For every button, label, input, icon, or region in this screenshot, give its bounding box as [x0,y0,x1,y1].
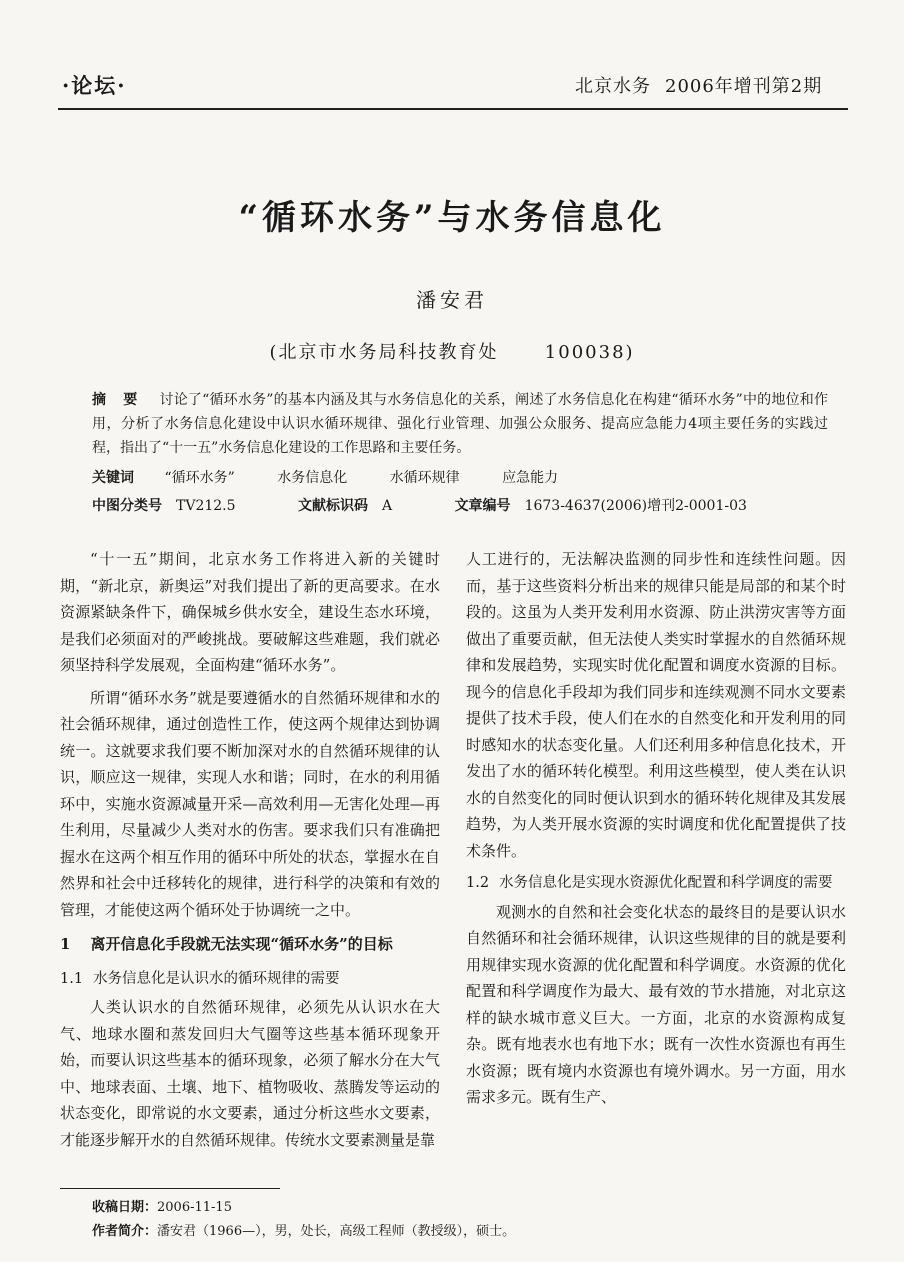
section-number: 1 [60,935,71,953]
section-number: 1.2 [466,875,490,891]
abstract [92,388,828,460]
section-heading-1-2 [466,870,846,897]
section-label: ·论坛· [62,73,127,98]
author-info-label: 作者简介： [92,1224,158,1239]
journal-issue: 2006年增刊第2期 [665,76,823,97]
footnote-received [92,1196,232,1215]
journal-header [575,72,822,98]
keywords-label: 关键词 [92,470,134,486]
keyword-item: 水务信息化 [277,470,348,486]
clc-value: TV212.5 [176,498,236,514]
doc-code-value: A [381,498,393,514]
received-label: 收稿日期： [92,1200,158,1215]
keyword-item: 应急能力 [502,470,559,486]
section-title: 离开信息化手段就无法实现“循环水务”的目标 [90,935,393,953]
article-number-label: 文章编号 [454,498,511,514]
keyword-item: 水循环规律 [389,470,460,486]
section-title: 水务信息化是实现水资源优化配置和科学调度的需要 [499,875,833,891]
body-paragraph: 观测水的自然和社会变化状态的最终目的是要认识水自然循环和社会循环规律，认识这些规律的目的就是要利用规律实现水资源的优化配置和科学调度。水资源的优化配置和科学调度作为最大、最有效的节水措施，对北京这样的缺水城市意义巨大。一方面，北京的水资源构成复杂。既有地表水也有地下水；既有一次性水资源也有再生水资源；既有境内水资源也有境外调水。另一方面，用水需求多元。既有生产、 [466,902,846,1106]
journal-name: 北京水务 [575,76,651,97]
affiliation: (北京市水务局科技教育处 100038) [269,342,635,363]
abstract-text: 讨论了“循环水务”的基本内涵及其与水务信息化的关系，阐述了水务信息化在构建“循环水务”中的地位和作用，分析了水务信息化建设中认识水循环规律、强化行业管理、加强公众服务、提高应急能力4项主要任务的实践过程，指出了“十一五”水务信息化建设的工作思路和主要任务。 [92,392,828,456]
author-info: 潘安君（1966—），男，处长，高级工程师（教授级），硕士。 [157,1224,516,1239]
body-column-left [60,546,440,1159]
keywords [92,467,596,487]
header-rule [58,108,848,110]
abstract-label: 摘 要 [92,392,144,408]
section-title: 水务信息化是认识水的循环规律的需要 [93,970,340,987]
received-date: 2006-11-15 [157,1200,232,1215]
doc-code-label: 文献标识码 [297,498,368,514]
body-column-right [466,546,846,1117]
body-paragraph: “十一五”期间，北京水务工作将进入新的关键时期，“新北京，新奥运”对我们提出了新的更高要求。在水资源紧缺条件下，确保城乡供水安全，建设生态水环境，是我们必须面对的严峻挑战。要破解这些难题，我们就必须坚持科学发展观，全面构建“循环水务”。 [60,550,440,674]
body-paragraph-continued: 人工进行的，无法解决监测的同步性和连续性问题。因而，基于这些资料分析出来的规律只能是局部的和某个时段的。这虽为人类开发利用水资源、防止洪涝灾害等方面做出了重要贡献，但无法使人类实时掌握水的自然循环规律和发展趋势，实现实时优化配置和调度水资源的目标。现今的信息化手段却为我们同步和连续观测不同水文要素提供了技术手段，使人们在水的自然变化和开发利用的同时感知水的状态变化量。人们还利用多种信息化技术，开发出了水的循环转化模型。利用这些模型，使人类在认识水的自然变化的同时便认识到水的循环转化规律及其发展趋势，为人类开展水资源的实时调度和优化配置提供了技术条件。 [466,550,846,860]
section-heading-1 [60,931,440,958]
footnote-author [92,1220,515,1239]
classification-line [92,495,747,515]
body-paragraph [60,994,440,1153]
footnote-rule [60,1188,280,1189]
clc-label: 中图分类号 [92,498,162,514]
body-paragraph: 所谓“循环水务”就是要遵循水的自然循环规律和水的社会循环规律，通过创造性工作，使这两个规律达到协调统一。这就要求我们要不断加深对水的自然循环规律的认识，顺应这一规律，实现人水和谐；同时，在水的利用循环中，实施水资源减量开采—高效利用—无害化处理—再生利用，尽量减少人类对水的伤害。要求我们只有准确把握水在这两个相互作用的循环中所处的状态，掌握水在自然界和社会中迁移转化的规律，进行科学的决策和有效的管理，才能使这两个循环处于协调统一之中。 [60,688,440,919]
paragraph-text: 人类认识水的自然循环规律，必须先从认识水在大气、地球水圈和蒸发回归大气圈等这些基本循环现象开始，而要认识这些基本的循环现象，必须了解水分在大气中、地球表面、土壤、地下、植物吸收、蒸腾发等运动的状态变化，即常说的水文要素，通过分析这些水文要素，才能逐步解开水的自然循环规律。传统水文要素测量是靠 [60,998,440,1149]
section-heading-1-1 [60,966,440,993]
article-title: “循环水务”与水务信息化 [238,198,666,238]
keyword-item: “循环水务” [164,470,235,486]
author-name: 潘安君 [416,288,488,312]
article-number-value: 1673-4637(2006)增刊2-0001-03 [524,498,747,514]
section-number: 1.1 [60,970,84,987]
